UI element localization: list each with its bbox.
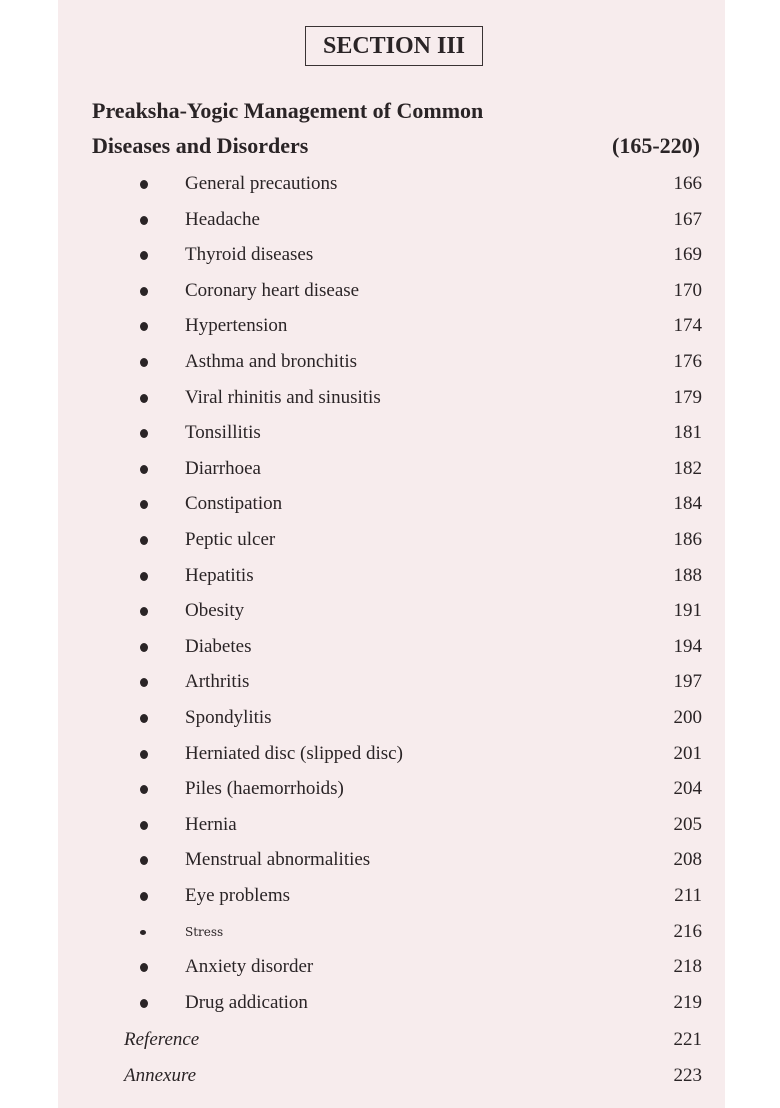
toc-item-label: Arthritis [185, 671, 250, 693]
toc-item-page: 176 [673, 351, 702, 372]
toc-item-label: Headache [185, 208, 260, 230]
bullet-icon [140, 251, 148, 260]
toc-item-page: 216 [673, 920, 702, 942]
toc-extra-page: 223 [673, 1065, 702, 1086]
toc-item [58, 523, 725, 557]
toc-item-page: 186 [673, 529, 702, 550]
toc-item-label: Obesity [185, 600, 245, 622]
toc-item [58, 915, 725, 949]
toc-item-page: 170 [673, 279, 702, 301]
bullet-icon [140, 821, 148, 830]
bullet-icon [140, 892, 148, 901]
toc-item-label: Drug addication [185, 991, 308, 1013]
toc-item [58, 309, 725, 343]
toc-item [58, 701, 725, 735]
toc-item-label: Constipation [185, 493, 283, 515]
toc-item-page: 205 [673, 813, 702, 835]
bullet-icon [140, 429, 148, 438]
toc-item-label: Asthma and bronchitis [185, 351, 358, 372]
toc-item [58, 238, 725, 272]
toc-item-page: 166 [673, 173, 702, 194]
toc-item [58, 665, 725, 699]
bullet-icon [140, 785, 148, 794]
toc-extra-label: Reference [124, 1029, 200, 1051]
toc-item-label: Eye problems [185, 885, 291, 906]
toc-item-page: 188 [673, 564, 702, 586]
toc-item [58, 594, 725, 628]
toc-item [58, 274, 725, 308]
toc-item-page: 179 [673, 386, 702, 408]
bullet-icon [140, 643, 148, 652]
toc-item [58, 737, 725, 771]
toc-item-page: 197 [673, 671, 702, 693]
toc-extra-item [58, 1023, 725, 1057]
toc-item-page: 182 [673, 457, 702, 479]
heading-line-1: Preaksha-Yogic Management of Common [92, 98, 484, 123]
toc-item-label: Hypertension [185, 315, 288, 337]
toc-item [58, 879, 725, 913]
toc-item-page: 191 [673, 600, 702, 622]
toc-item-label: Spondylitis [185, 707, 272, 728]
bullet-icon [140, 536, 148, 545]
toc-item-label: Viral rhinitis and sinusitis [185, 386, 381, 408]
toc-item [58, 203, 725, 237]
toc-item-label: Anxiety disorder [185, 956, 314, 978]
toc-item-page: 167 [673, 208, 702, 230]
bullet-icon [140, 678, 148, 687]
bullet-icon [140, 750, 148, 759]
bullet-icon [140, 394, 148, 403]
heading-line-2: Diseases and Disorders [92, 133, 309, 158]
bullet-icon [140, 930, 146, 935]
toc-item [58, 772, 725, 806]
toc-item [58, 986, 725, 1020]
toc-item-label: Coronary heart disease [185, 279, 360, 301]
toc-item-label: Thyroid diseases [185, 244, 314, 266]
toc-item [58, 843, 725, 877]
toc-item-page: 218 [673, 956, 702, 978]
bullet-icon [140, 322, 148, 331]
section-title: SECTION III [305, 26, 483, 66]
toc-item-label: Tonsillitis [185, 422, 261, 444]
toc-item [58, 452, 725, 486]
toc-item-label: Diabetes [185, 635, 252, 657]
toc-item-label: Herniated disc (slipped disc) [185, 742, 403, 764]
contents-page [58, 0, 725, 1108]
bullet-icon [140, 999, 148, 1008]
toc-item [58, 381, 725, 415]
toc-item-page: 219 [673, 991, 702, 1013]
toc-item [58, 487, 725, 521]
toc-item-page: 184 [673, 493, 702, 515]
bullet-icon [140, 963, 148, 972]
heading-page-range: (165-220) [612, 133, 700, 158]
toc-item [58, 559, 725, 593]
toc-item-page: 181 [673, 422, 702, 444]
toc-item-page: 169 [673, 244, 702, 266]
toc-item [58, 808, 725, 842]
toc-item-page: 174 [673, 315, 702, 337]
bullet-icon [140, 714, 148, 723]
toc-item-label: Diarrhoea [185, 457, 261, 479]
toc-extra-item [58, 1059, 725, 1093]
bullet-icon [140, 572, 148, 581]
toc-item-label: Peptic ulcer [185, 529, 276, 550]
bullet-icon [140, 465, 148, 474]
toc-item-label: General precautions [185, 173, 338, 194]
toc-extra-page: 221 [673, 1029, 702, 1051]
bullet-icon [140, 216, 148, 225]
bullet-icon [140, 607, 148, 616]
toc-item-label: Stress [185, 924, 224, 939]
toc-item-label: Hepatitis [185, 564, 254, 586]
bullet-icon [140, 856, 148, 865]
toc-item-page: 200 [673, 707, 702, 728]
toc-item-label: Hernia [185, 813, 237, 835]
toc-item [58, 416, 725, 450]
toc-item-page: 204 [673, 778, 702, 800]
bullet-icon [140, 358, 148, 367]
toc-extra-label: Annexure [124, 1065, 197, 1086]
toc-item-label: Piles (haemorrhoids) [185, 778, 344, 800]
bullet-icon [140, 500, 148, 509]
toc-item-page: 208 [673, 849, 702, 871]
toc-item-page: 201 [673, 742, 702, 764]
bullet-icon [140, 287, 148, 296]
toc-item [58, 167, 725, 201]
toc-item-page: 194 [673, 635, 702, 657]
toc-item [58, 630, 725, 664]
toc-item-label: Menstrual abnormalities [185, 849, 371, 871]
toc-item-page: 211 [674, 885, 702, 906]
bullet-icon [140, 180, 148, 189]
toc-item [58, 950, 725, 984]
toc-item [58, 345, 725, 379]
